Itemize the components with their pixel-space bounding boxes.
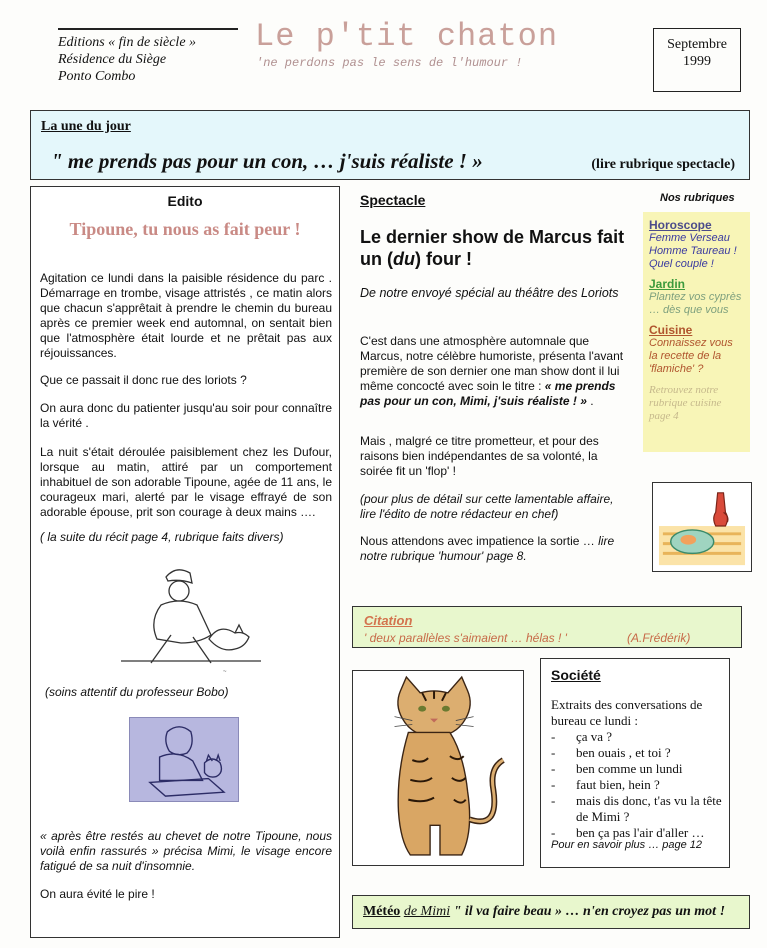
spectacle-headline-part: Le dernier show de Marcus fait un ( [360, 227, 625, 269]
rubrique-horoscope-text: Femme Verseau Homme Taureau ! Quel couple ! [649, 232, 737, 270]
publisher-line: Ponto Combo [58, 69, 136, 84]
list-item: - ben ouais , et toi ? [551, 745, 727, 761]
nurse-with-cat-illustration [111, 557, 261, 679]
headline-banner-link: (lire rubrique spectacle) [591, 157, 735, 172]
list-item: - ça va ? [551, 729, 727, 745]
rubrique-more-text: Retrouvez notre rubrique cuisine page 4 [649, 384, 722, 422]
edito-quote: « après être restés au chevet de notre Tipoune, nous voilà enfin rassurés » précisa Mimi, le visage encore fatigué de sa nuit d'insomnie. [40, 829, 332, 873]
list-item: - ben ça pas l'air d'aller … [551, 825, 727, 841]
rubrique-jardin-heading: Jardin [649, 277, 686, 291]
meteo-line [363, 904, 725, 920]
citation-text: ' deux parallèles s'aimaient … hélas ! ' [364, 631, 567, 645]
citation-author: (A.Frédérik) [627, 631, 691, 645]
list-item: - faut bien, hein ? [551, 777, 727, 793]
rubrique-cuisine-text: Connaissez vous la recette de la 'flamiche' ? [649, 337, 733, 375]
edito-headline: Tipoune, tu nous as fait peur ! [69, 219, 301, 239]
rubriques-box [643, 212, 750, 452]
meteo-box [352, 895, 750, 929]
headline-banner [30, 110, 750, 180]
list-item: - mais dis donc, t'as vu la tête de Mimi ? [551, 793, 727, 825]
meteo-quote: " il va faire beau » … n'en croyez pas un mot ! [453, 904, 726, 919]
publisher-block [58, 28, 238, 85]
rubrique-horoscope-heading: Horoscope [649, 218, 712, 232]
spectacle-headline-part: ) four ! [415, 249, 472, 269]
spectacle-label: Spectacle [360, 192, 426, 208]
headline-banner-quote: " me prends pas pour un con, … j'suis réaliste ! » [51, 149, 483, 173]
societe-box [540, 658, 730, 868]
illustration-caption: (soins attentif du professeur Bobo) [45, 685, 229, 699]
edito-paragraph: On aura donc du patienter jusqu'au soir pour connaître la vérité . [40, 401, 332, 430]
meteo-who: de Mimi [403, 904, 451, 919]
spectacle-text: Nous attendons avec impatience la sortie … [360, 534, 599, 548]
spectacle-humour-link: lire notre rubrique 'humour' page 8. [360, 534, 615, 563]
list-item: - ben comme un lundi [551, 761, 727, 777]
reading-woman-illustration [129, 717, 239, 802]
spectacle-paragraph [360, 534, 628, 564]
societe-intro: Extraits des conversations de bureau ce lundi : [551, 697, 703, 728]
tabby-cat-illustration [352, 670, 524, 866]
publisher-line: Résidence du Siège [58, 52, 167, 67]
edito-paragraph: On aura évité le pire ! [40, 887, 155, 901]
societe-list [551, 729, 727, 841]
rubriques-title: Nos rubriques [660, 192, 735, 204]
edito-paragraph: Agitation ce lundi dans la paisible résidence du parc . Démarrage en trombe, visage attristés , ce matin alors que chacun s'apprêtait à prendre le chemin du bureau après ce premier week end automnal, on sentait bien que l'atmosphère était lourde et ne prêtait pas aux réjouissances. [40, 271, 332, 360]
spectacle-envoye: De notre envoyé spécial au théâtre des Loriots [360, 286, 619, 300]
newspaper-title: Le p'tit chaton [255, 18, 559, 55]
edito-paragraph: Que ce passait il donc rue des loriots ? [40, 373, 247, 387]
edito-paragraph [40, 829, 332, 874]
issue-year: 1999 [683, 54, 711, 69]
rubrique-cuisine-heading: Cuisine [649, 323, 693, 337]
cuisine-illustration [652, 482, 752, 572]
edito-paragraph: La nuit s'était déroulée paisiblement chez les Dufour, lorsque au matin, attiré par un comportement inhabituel de son adorable Tipoune, agée de 11 ans, le courageux mari, alerté par le visage effrayé de son adorable épouse, prit son courage à deux mains …. [40, 445, 332, 519]
spectacle-paragraph: Mais , malgré ce titre prometteur, et pour des raisons bien indépendantes de sa volonté, la soirée fit un 'flop' ! [360, 434, 599, 478]
meteo-label: Météo [363, 904, 401, 919]
citation-box [352, 606, 742, 648]
citation-label: Citation [364, 613, 413, 628]
edito-column [30, 186, 340, 938]
spectacle-text: . [586, 394, 594, 408]
edito-label: Edito [167, 193, 203, 209]
svg-text:~: ~ [223, 669, 227, 675]
spectacle-headline [360, 226, 640, 270]
newspaper-subtitle: 'ne perdons pas le sens de l'humour ! [256, 56, 523, 70]
spectacle-text: C'est dans une atmosphère automnale que Marcus, notre célèbre humoriste, présenta l'avant première de son dernier one man show dont il lui même concocté avec soin le titre : [360, 334, 624, 393]
publisher-line: Editions « fin de siècle » [58, 35, 197, 50]
societe-more: Pour en savoir plus … page 12 [551, 839, 703, 851]
rubrique-jardin-text: Plantez vos cyprès … dès que vous [649, 291, 742, 316]
spectacle-paragraph [360, 334, 628, 409]
issue-month: Septembre [667, 37, 727, 52]
edito-continuation: ( la suite du récit page 4, rubrique faits divers) [40, 530, 284, 544]
spectacle-paragraph: (pour plus de détail sur cette lamentable affaire, lire l'édito de notre rédacteur en chef) [360, 492, 614, 521]
spectacle-show-title: « me prends pas pour un con, Mimi, j'suis réaliste ! » [360, 379, 616, 408]
societe-label: Société [551, 667, 601, 683]
spectacle-headline-du: du [393, 249, 415, 269]
headline-banner-label: La une du jour [41, 119, 131, 134]
issue-date-box [653, 28, 741, 92]
